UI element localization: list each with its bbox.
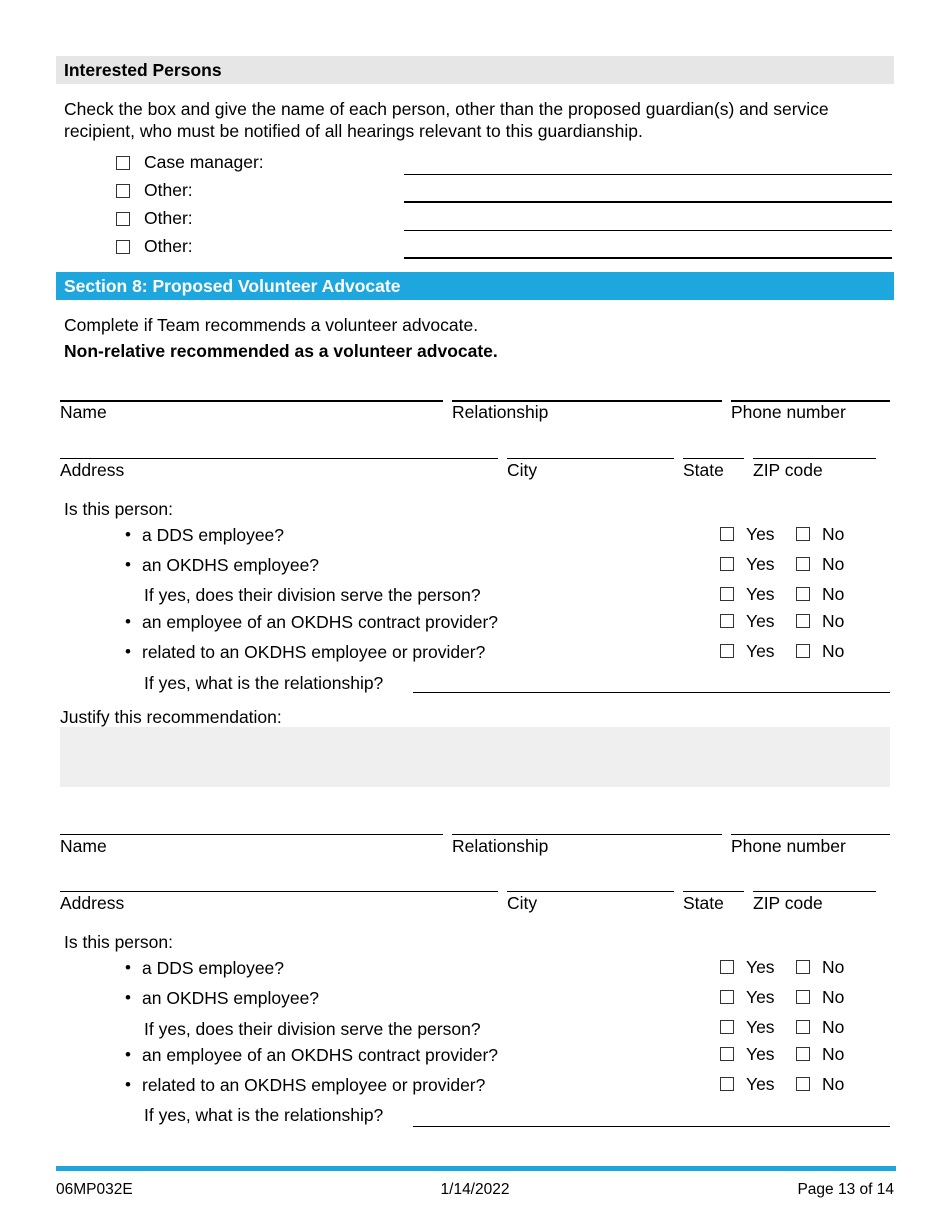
advocate-2-contract-no-label: No bbox=[822, 1044, 845, 1064]
advocate-1-division-yes-label: Yes bbox=[746, 584, 775, 604]
advocate-2-contract-yes-checkbox[interactable] bbox=[720, 1047, 734, 1061]
advocate-2-q-division: If yes, does their division serve the person? bbox=[144, 1019, 481, 1039]
advocate-2-address-label: Address bbox=[60, 893, 125, 913]
advocate-2-q-contract: • an employee of an OKDHS contract provider? bbox=[142, 1044, 498, 1066]
advocate-1-q-okdhs: • an OKDHS employee? bbox=[142, 554, 319, 576]
advocate-1-contract-no-label: No bbox=[822, 611, 845, 631]
advocate-1-division-yes-checkbox[interactable] bbox=[720, 587, 734, 601]
advocate-2-name-field[interactable] bbox=[60, 834, 443, 835]
advocate-2-okdhs-yes-checkbox[interactable] bbox=[720, 990, 734, 1004]
advocate-2-related-yes-checkbox[interactable] bbox=[720, 1077, 734, 1091]
advocate-1-related-yes-label: Yes bbox=[746, 641, 775, 661]
advocate-2-relationship-label: Relationship bbox=[452, 836, 549, 856]
advocate-2-relationship-answer-field[interactable] bbox=[413, 1126, 890, 1127]
advocate-2-zip-label: ZIP code bbox=[753, 893, 823, 913]
section-8-header bbox=[56, 272, 894, 300]
other-1-label: Other: bbox=[144, 180, 193, 200]
advocate-2-q-dds: • a DDS employee? bbox=[142, 957, 284, 979]
other-3-label: Other: bbox=[144, 236, 193, 256]
advocate-1-related-no-checkbox[interactable] bbox=[796, 644, 810, 658]
advocate-2-city-label: City bbox=[507, 893, 538, 913]
advocate-1-zip-label: ZIP code bbox=[753, 460, 823, 480]
section-8-intro: Complete if Team recommends a volunteer advocate. bbox=[64, 315, 479, 335]
advocate-2-contract-no-checkbox[interactable] bbox=[796, 1047, 810, 1061]
advocate-1-okdhs-no-label: No bbox=[822, 554, 845, 574]
other-1-checkbox[interactable] bbox=[116, 184, 130, 198]
advocate-1-dds-yes-label: Yes bbox=[746, 524, 775, 544]
advocate-1-justify-textarea[interactable] bbox=[60, 727, 890, 787]
advocate-1-okdhs-no-checkbox[interactable] bbox=[796, 557, 810, 571]
section-8-title: Section 8: Proposed Volunteer Advocate bbox=[64, 276, 401, 296]
advocate-2-q-okdhs: • an OKDHS employee? bbox=[142, 987, 319, 1009]
advocate-2-division-no-checkbox[interactable] bbox=[796, 1020, 810, 1034]
advocate-1-q-dds: • a DDS employee? bbox=[142, 524, 284, 546]
advocate-2-dds-yes-label: Yes bbox=[746, 957, 775, 977]
advocate-1-q-related: • related to an OKDHS employee or provider? bbox=[142, 641, 485, 663]
case-manager-checkbox[interactable] bbox=[116, 156, 130, 170]
interested-persons-instructions: Check the box and give the name of each person, other than the proposed guardian(s) and service recipient, who must be notified of all hearings relevant to this guardianship. bbox=[64, 99, 829, 141]
case-manager-label: Case manager: bbox=[144, 152, 264, 172]
advocate-1-relationship-answer-field[interactable] bbox=[413, 692, 890, 693]
advocate-2-division-yes-label: Yes bbox=[746, 1017, 775, 1037]
interested-persons-header bbox=[56, 56, 894, 84]
advocate-1-city-label: City bbox=[507, 460, 538, 480]
other-2-name-field[interactable] bbox=[404, 230, 892, 231]
other-1-name-field[interactable] bbox=[404, 201, 892, 203]
advocate-1-justify-label: Justify this recommendation: bbox=[60, 707, 282, 727]
advocate-1-name-label: Name bbox=[60, 402, 107, 422]
footer-form-number: 06MP032E bbox=[56, 1181, 133, 1198]
advocate-1-state-label: State bbox=[683, 460, 724, 480]
advocate-1-phone-label: Phone number bbox=[731, 402, 846, 422]
other-2-label: Other: bbox=[144, 208, 193, 228]
other-3-checkbox[interactable] bbox=[116, 240, 130, 254]
advocate-2-related-no-checkbox[interactable] bbox=[796, 1077, 810, 1091]
advocate-2-q-relationship: If yes, what is the relationship? bbox=[144, 1105, 384, 1125]
case-manager-name-field[interactable] bbox=[404, 174, 892, 175]
advocate-1-okdhs-yes-label: Yes bbox=[746, 554, 775, 574]
advocate-2-dds-no-label: No bbox=[822, 957, 845, 977]
advocate-2-dds-no-checkbox[interactable] bbox=[796, 960, 810, 974]
interested-persons-title: Interested Persons bbox=[64, 60, 222, 80]
advocate-1-address-label: Address bbox=[60, 460, 125, 480]
advocate-1-address-field[interactable] bbox=[60, 458, 498, 459]
advocate-1-contract-yes-label: Yes bbox=[746, 611, 775, 631]
advocate-1-relationship-label: Relationship bbox=[452, 402, 549, 422]
advocate-1-related-no-label: No bbox=[822, 641, 845, 661]
advocate-1-contract-no-checkbox[interactable] bbox=[796, 614, 810, 628]
advocate-1-okdhs-yes-checkbox[interactable] bbox=[720, 557, 734, 571]
advocate-1-dds-yes-checkbox[interactable] bbox=[720, 527, 734, 541]
advocate-2-address-field[interactable] bbox=[60, 891, 498, 892]
advocate-1-name-field[interactable] bbox=[60, 400, 443, 402]
section-8-subtitle: Non-relative recommended as a volunteer advocate. bbox=[64, 341, 498, 361]
footer-date: 1/14/2022 bbox=[440, 1181, 510, 1198]
advocate-2-dds-yes-checkbox[interactable] bbox=[720, 960, 734, 974]
advocate-1-related-yes-checkbox[interactable] bbox=[720, 644, 734, 658]
advocate-1-q-contract: • an employee of an OKDHS contract provider? bbox=[142, 611, 498, 633]
advocate-2-related-yes-label: Yes bbox=[746, 1074, 775, 1094]
advocate-2-is-person-label: Is this person: bbox=[64, 932, 173, 952]
other-2-checkbox[interactable] bbox=[116, 212, 130, 226]
advocate-2-q-related: • related to an OKDHS employee or provider? bbox=[142, 1074, 485, 1096]
advocate-2-division-no-label: No bbox=[822, 1017, 845, 1037]
advocate-1-contract-yes-checkbox[interactable] bbox=[720, 614, 734, 628]
advocate-1-dds-no-label: No bbox=[822, 524, 845, 544]
advocate-2-okdhs-yes-label: Yes bbox=[746, 987, 775, 1007]
advocate-2-okdhs-no-label: No bbox=[822, 987, 845, 1007]
advocate-2-contract-yes-label: Yes bbox=[746, 1044, 775, 1064]
advocate-1-is-person-label: Is this person: bbox=[64, 499, 173, 519]
footer-divider bbox=[56, 1166, 896, 1171]
advocate-2-state-label: State bbox=[683, 893, 724, 913]
footer-page-number: Page 13 of 14 bbox=[797, 1181, 894, 1198]
advocate-2-division-yes-checkbox[interactable] bbox=[720, 1020, 734, 1034]
advocate-1-q-division: If yes, does their division serve the person? bbox=[144, 585, 481, 605]
advocate-1-dds-no-checkbox[interactable] bbox=[796, 527, 810, 541]
advocate-1-division-no-checkbox[interactable] bbox=[796, 587, 810, 601]
advocate-1-division-no-label: No bbox=[822, 584, 845, 604]
advocate-2-name-label: Name bbox=[60, 836, 107, 856]
other-3-name-field[interactable] bbox=[404, 257, 892, 259]
advocate-2-phone-label: Phone number bbox=[731, 836, 846, 856]
advocate-2-related-no-label: No bbox=[822, 1074, 845, 1094]
advocate-1-q-relationship: If yes, what is the relationship? bbox=[144, 673, 384, 693]
advocate-2-okdhs-no-checkbox[interactable] bbox=[796, 990, 810, 1004]
